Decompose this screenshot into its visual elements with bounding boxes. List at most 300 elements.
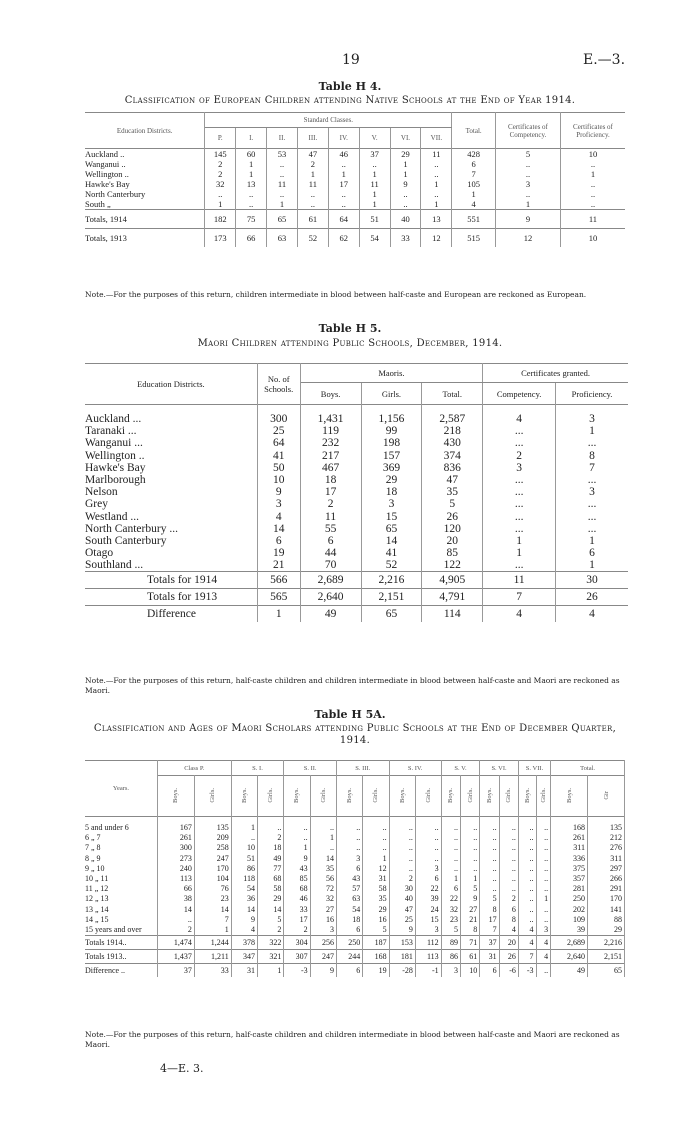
table-cell: 52	[361, 559, 422, 572]
table-cell: 2,640	[551, 950, 588, 964]
table-cell: ..	[359, 159, 390, 169]
table-cell: 167	[158, 817, 195, 834]
table-cell: 99	[361, 425, 422, 437]
table-cell: 19	[257, 547, 300, 559]
table-cell: 3	[361, 498, 422, 510]
row-label: Hawke's Bay	[85, 179, 205, 189]
table-cell: 311	[551, 843, 588, 853]
table-cell: 6	[589, 547, 595, 560]
boys-header	[158, 776, 195, 817]
table-cell: 6	[415, 874, 441, 884]
table-cell: ..	[518, 864, 536, 874]
table-cell: 300	[257, 405, 300, 426]
table-cell: ..	[518, 884, 536, 894]
table-cell: 218	[422, 425, 483, 437]
sex-label: Boys.	[346, 787, 354, 803]
table-cell: 29	[258, 894, 284, 904]
totals-row	[85, 229, 625, 248]
table-cell: 300	[158, 843, 195, 853]
table-cell: ..	[480, 833, 499, 843]
table-cell: 62	[328, 229, 359, 248]
table-row	[85, 884, 625, 894]
table-cell: 261	[551, 833, 588, 843]
table-cell: 4	[536, 950, 551, 964]
boys-header	[551, 776, 588, 817]
table-cell: 2,151	[588, 950, 625, 964]
sex-label: Girls.	[539, 787, 547, 803]
table-cell: ..	[336, 843, 362, 853]
row-label: 8 „ 9	[85, 854, 158, 864]
table-row	[85, 474, 628, 486]
table-cell: ..	[389, 864, 415, 874]
table-cell: 15	[415, 915, 441, 925]
row-label: Wanganui ...	[85, 437, 257, 449]
table-cell: ..	[518, 905, 536, 915]
table-cell: 6	[499, 905, 518, 915]
table-cell: 65	[361, 606, 422, 623]
girls-header	[536, 776, 551, 817]
table-cell: 1	[560, 169, 625, 179]
table-cell: 36	[231, 894, 257, 904]
table-cell: 20	[422, 535, 483, 547]
table-cell: 37	[158, 964, 195, 978]
table-cell: 1	[257, 606, 300, 623]
table-cell: ..	[441, 864, 460, 874]
table-cell: 71	[460, 936, 479, 950]
h4-class-header: III.	[297, 128, 328, 149]
table-cell: ..	[499, 874, 518, 884]
table-cell: 1	[483, 547, 556, 559]
table-cell: ..	[560, 189, 625, 199]
table-cell: 1	[421, 179, 452, 189]
table-cell: 2	[205, 159, 236, 169]
table-cell: ..	[310, 843, 336, 853]
h5a-class-header: S. VII.	[518, 761, 550, 776]
table-cell: 109	[551, 915, 588, 925]
row-label: Marlborough	[85, 474, 257, 486]
table-cell: 4	[257, 511, 300, 523]
row-label: South Canterbury	[85, 535, 257, 547]
table-cell: 31	[363, 874, 389, 884]
row-label: 15 years and over	[85, 925, 158, 936]
table-cell: 9	[310, 964, 336, 978]
table-cell: 2	[258, 925, 284, 936]
table-row	[85, 437, 628, 449]
table-cell: 2,151	[361, 589, 422, 606]
table-cell: ...	[483, 437, 556, 449]
table-cell: ..	[267, 169, 298, 179]
table-cell: ..	[518, 843, 536, 853]
table-cell: 3	[441, 964, 460, 978]
table-cell: 168	[551, 817, 588, 834]
table-cell: 1,474	[158, 936, 195, 950]
table-row	[85, 817, 625, 834]
table-row	[85, 189, 625, 199]
table-cell: 66	[236, 229, 267, 248]
sex-label: Boys.	[172, 787, 180, 803]
table-cell: 25	[389, 915, 415, 925]
h4-col-prof: Certificates of Proficiency.	[560, 113, 625, 149]
h5a-class-header: S. IV.	[389, 761, 441, 776]
table-cell: 2,689	[300, 572, 361, 589]
row-label: Auckland ...	[85, 405, 257, 426]
table-cell: 9	[231, 915, 257, 925]
table-cell: ..	[205, 189, 236, 199]
table-cell: ..	[363, 833, 389, 843]
h5a-title: Table H 5A.	[314, 708, 386, 721]
totals-row	[85, 572, 628, 589]
table-cell: 22	[441, 894, 460, 904]
table-cell: 3	[257, 498, 300, 510]
table-cell: ..	[389, 817, 415, 834]
table-cell: -3	[518, 964, 536, 978]
table-cell: 11	[300, 511, 361, 523]
table-cell: ..	[284, 833, 310, 843]
table-cell: 10	[231, 843, 257, 853]
table-cell: 20	[499, 936, 518, 950]
row-label: North Canterbury	[85, 189, 205, 199]
table-cell: 41	[257, 450, 300, 462]
h5a-class-header: S. II.	[284, 761, 337, 776]
h5a-note: Note.—For the purposes of this return, half-caste children and children intermediate in blood between half-caste and Maori are reckoned as Maori.	[85, 1030, 620, 1049]
table-cell: 13	[421, 210, 452, 229]
row-label: Grey	[85, 498, 257, 510]
table-row	[85, 894, 625, 904]
table-cell: 2,216	[588, 936, 625, 950]
table-cell: ..	[518, 894, 536, 904]
table-cell: 2	[300, 498, 361, 510]
table-cell: 25	[257, 425, 300, 437]
table-cell: 1	[390, 169, 421, 179]
table-cell: 261	[158, 833, 195, 843]
table-cell: 85	[284, 874, 310, 884]
table-cell: ...	[483, 511, 556, 523]
table-cell: 68	[284, 884, 310, 894]
table-cell: 153	[389, 936, 415, 950]
table-cell: 6	[300, 535, 361, 547]
table-cell: ..	[499, 833, 518, 843]
table-cell: 5	[441, 925, 460, 936]
table-cell: 6	[480, 964, 499, 978]
table-row	[85, 535, 628, 547]
row-label: Taranaki ...	[85, 425, 257, 437]
table-cell: 19	[363, 964, 389, 978]
table-cell: ...	[587, 474, 597, 487]
h5a-class-header: Total.	[551, 761, 625, 776]
table-cell: ..	[499, 843, 518, 853]
table-cell: ..	[460, 854, 479, 864]
table-cell: 61	[460, 950, 479, 964]
table-cell: 4	[518, 936, 536, 950]
table-cell: 266	[588, 874, 625, 884]
table-cell: ..	[460, 864, 479, 874]
table-cell: 70	[300, 559, 361, 572]
row-label: South „	[85, 199, 205, 210]
table-cell: 6	[336, 864, 362, 874]
table-cell: 297	[588, 864, 625, 874]
table-cell: 428	[452, 149, 496, 160]
table-row	[85, 874, 625, 884]
table-cell: 2	[499, 894, 518, 904]
sex-label: Girls.	[267, 787, 275, 803]
table-cell: ..	[297, 199, 328, 210]
sex-label: Gir	[602, 790, 610, 800]
table-cell: 122	[422, 559, 483, 572]
table-cell: ..	[267, 189, 298, 199]
table-cell: 32	[441, 905, 460, 915]
h5-title: Table H 5.	[318, 322, 382, 335]
table-row	[85, 523, 628, 535]
table-row	[85, 450, 628, 462]
table-cell: 347	[231, 950, 257, 964]
table-cell: 56	[310, 874, 336, 884]
boys-header	[231, 776, 257, 817]
difference-row	[85, 964, 625, 978]
table-cell: 1	[460, 874, 479, 884]
table-cell: 565	[257, 589, 300, 606]
table-cell: 357	[551, 874, 588, 884]
table-cell: 212	[588, 833, 625, 843]
h5-col-district: Education Districts.	[85, 364, 257, 405]
table-cell: 29	[361, 474, 422, 486]
table-cell: 72	[310, 884, 336, 894]
table-cell: 33	[390, 229, 421, 248]
table-cell: ...	[483, 474, 556, 486]
table-cell: ..	[560, 179, 625, 189]
table-cell: 4	[589, 608, 595, 621]
table-cell: ...	[587, 437, 597, 450]
table-cell: ..	[231, 833, 257, 843]
table-cell: 12	[363, 864, 389, 874]
table-cell: 40	[390, 210, 421, 229]
table-cell: 5	[480, 894, 499, 904]
table-cell: 2	[258, 833, 284, 843]
table-row	[85, 843, 625, 853]
table-cell: 1	[589, 425, 595, 438]
table-cell: ..	[499, 854, 518, 864]
table-cell: 29	[363, 905, 389, 915]
table-cell: 6	[257, 535, 300, 547]
table-cell: 37	[359, 149, 390, 160]
table-cell: ..	[258, 817, 284, 834]
table-cell: 247	[194, 854, 231, 864]
table-cell: 11	[483, 572, 556, 589]
table-cell: 24	[415, 905, 441, 915]
table-cell: 33	[194, 964, 231, 978]
table-cell: ..	[480, 843, 499, 853]
table-cell: ...	[483, 559, 556, 572]
h4-subtitle: Classification of European Children attending Native Schools at the End of Year 1914.	[124, 95, 576, 106]
table-cell: 85	[422, 547, 483, 559]
row-label: Totals, 1913	[85, 229, 205, 248]
table-cell: 112	[415, 936, 441, 950]
table-cell: ..	[499, 817, 518, 834]
row-label: 12 „ 13	[85, 894, 158, 904]
table-cell: 5	[495, 149, 560, 160]
table-cell: 9	[284, 854, 310, 864]
table-row	[85, 405, 628, 426]
row-label: 9 „ 10	[85, 864, 158, 874]
sex-label: Girls.	[466, 787, 474, 803]
table-cell: 104	[194, 874, 231, 884]
table-cell: 120	[422, 523, 483, 535]
table-cell: 119	[300, 425, 361, 437]
table-cell: 47	[389, 905, 415, 915]
table-cell: 60	[236, 149, 267, 160]
table-cell: 566	[257, 572, 300, 589]
h5-subtitle: Maori Children attending Public Schools, December, 1914.	[197, 338, 503, 349]
table-cell: 247	[310, 950, 336, 964]
table-cell: ..	[441, 817, 460, 834]
table-cell: 86	[231, 864, 257, 874]
table-cell: ..	[328, 159, 359, 169]
table-cell: ..	[480, 874, 499, 884]
table-cell: 836	[422, 462, 483, 474]
table-cell: 9	[460, 894, 479, 904]
h4-col-total: Total.	[452, 113, 496, 149]
table-cell: 515	[452, 229, 496, 248]
boys-header	[336, 776, 362, 817]
table-cell: 53	[267, 149, 298, 160]
h5a-subtitle: Classification and Ages of Maori Scholars attending Public Schools at the End of December Quarter, 1914.	[93, 723, 617, 746]
h4-title: Table H 4.	[318, 80, 382, 93]
table-cell: 430	[422, 437, 483, 449]
table-cell: 40	[389, 894, 415, 904]
h4-col-district: Education Districts.	[85, 113, 205, 149]
table-cell: ..	[363, 817, 389, 834]
table-cell: 18	[258, 843, 284, 853]
table-cell: ..	[390, 199, 421, 210]
table-cell: ..	[297, 189, 328, 199]
table-cell: ..	[499, 884, 518, 894]
table-cell: 105	[452, 179, 496, 189]
table-cell: 258	[194, 843, 231, 853]
table-cell: 29	[390, 149, 421, 160]
table-cell: 7	[452, 169, 496, 179]
table-cell: ..	[390, 189, 421, 199]
table-cell: 27	[310, 905, 336, 915]
boys-header	[389, 776, 415, 817]
table-cell: ..	[336, 833, 362, 843]
table-row	[85, 462, 628, 474]
row-label: 14 „ 15	[85, 915, 158, 925]
table-cell: 1,431	[300, 405, 361, 426]
h5-col-girls: Girls.	[361, 383, 422, 405]
table-cell: 22	[415, 884, 441, 894]
table-cell: 2,689	[551, 936, 588, 950]
table-cell: 467	[300, 462, 361, 474]
table-cell: 2	[297, 159, 328, 169]
table-row	[85, 864, 625, 874]
table-cell: 26	[586, 591, 598, 604]
sex-label: Boys.	[447, 787, 455, 803]
table-row	[85, 559, 628, 572]
table-cell: 47	[297, 149, 328, 160]
table-cell: 114	[422, 606, 483, 623]
table-cell: 198	[361, 437, 422, 449]
table-cell: 1	[297, 169, 328, 179]
table-cell: 1,244	[194, 936, 231, 950]
table-cell: ..	[389, 854, 415, 864]
table-cell: 1	[589, 559, 595, 572]
totals-row	[85, 936, 625, 950]
table-cell: 26	[499, 950, 518, 964]
table-cell: 141	[588, 905, 625, 915]
sex-label: Boys.	[398, 787, 406, 803]
table-cell: 1	[284, 843, 310, 853]
table-cell: 1	[267, 199, 298, 210]
table-cell: ..	[267, 159, 298, 169]
girls-header	[499, 776, 518, 817]
table-cell: 86	[441, 950, 460, 964]
table-cell: 250	[551, 894, 588, 904]
table-cell: ..	[536, 874, 551, 884]
table-cell: 135	[588, 817, 625, 834]
table-cell: 2,587	[422, 405, 483, 426]
table-cell: 6	[452, 159, 496, 169]
table-cell: 4,905	[422, 572, 483, 589]
table-cell: 273	[158, 854, 195, 864]
row-label: Difference ..	[85, 964, 158, 978]
table-cell: ..	[389, 833, 415, 843]
table-cell: ..	[480, 884, 499, 894]
table-cell: 31	[231, 964, 257, 978]
table-cell: 170	[588, 894, 625, 904]
table-cell: 307	[284, 950, 310, 964]
table-cell: 202	[551, 905, 588, 915]
table-cell: 374	[422, 450, 483, 462]
table-cell: 4	[536, 936, 551, 950]
table-cell: 2	[205, 169, 236, 179]
table-cell: ..	[536, 915, 551, 925]
table-cell: 77	[258, 864, 284, 874]
table-cell: 1,437	[158, 950, 195, 964]
table-cell: 35	[363, 894, 389, 904]
table-cell: 23	[441, 915, 460, 925]
table-cell: 2,640	[300, 589, 361, 606]
table-cell: ..	[536, 905, 551, 915]
table-cell: 16	[363, 915, 389, 925]
table-cell: ..	[363, 843, 389, 853]
table-cell: -3	[284, 964, 310, 978]
table-cell: 11	[297, 179, 328, 189]
table-cell: 145	[205, 149, 236, 160]
table-cell: 7	[589, 461, 595, 474]
table-cell: 11	[560, 210, 625, 229]
table-cell: ..	[336, 817, 362, 834]
table-cell: 336	[551, 854, 588, 864]
table-cell: 1	[231, 817, 257, 834]
table-cell: 10	[560, 229, 625, 248]
table-cell: 4	[518, 925, 536, 936]
table-cell: ..	[536, 864, 551, 874]
table-cell: ..	[158, 915, 195, 925]
sex-label: Girls.	[319, 787, 327, 803]
table-cell: 10	[560, 149, 625, 160]
table-cell: 41	[361, 547, 422, 559]
table-cell: 18	[336, 915, 362, 925]
table-cell: ..	[499, 864, 518, 874]
table-cell: 1	[390, 159, 421, 169]
table-cell: 311	[588, 854, 625, 864]
table-cell: 1	[421, 199, 452, 210]
row-label: 10 „ 11	[85, 874, 158, 884]
table-row	[85, 498, 628, 510]
table-cell: 11	[421, 149, 452, 160]
row-label: Wanganui ..	[85, 159, 205, 169]
sex-label: Boys.	[240, 787, 248, 803]
table-cell: 57	[336, 884, 362, 894]
